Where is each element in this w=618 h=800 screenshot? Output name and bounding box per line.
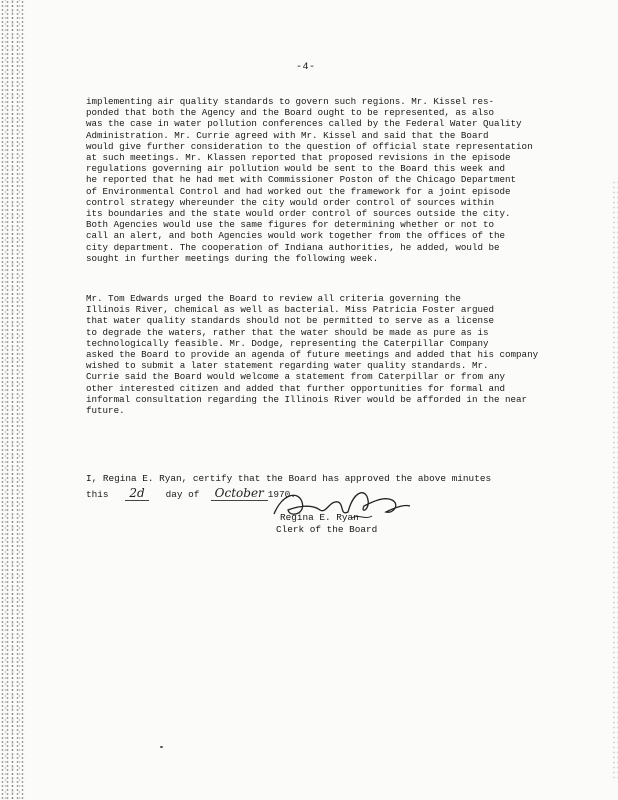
- text-line: Both Agencies would use the same figures for determining whether or not to: [86, 219, 494, 231]
- paragraph-illinois-river: [86, 293, 546, 416]
- text-line: call an alert, and both Agencies would work together from the offices of the: [86, 230, 506, 242]
- text-line: at such meetings. Mr. Klassen reported that proposed revisions in the episode: [86, 152, 511, 164]
- text-line: wished to submit a later statement regarding water quality standards. Mr.: [86, 360, 489, 372]
- text-line: was the case in water pollution conferences called by the Federal Water Quality: [86, 118, 522, 130]
- scan-speck: [160, 746, 163, 748]
- scan-edge-noise-right: [612, 180, 618, 780]
- text-line: to degrade the waters, rather that the water should be made as pure as is: [86, 326, 489, 338]
- text-line: ponded that both the Agency and the Board ought to be represented, as also: [86, 107, 494, 119]
- text-line: would give further consideration to the question of official state representation: [86, 140, 533, 152]
- text-line: he reported that he had met with Commissioner Poston of the Chicago Department: [86, 174, 517, 186]
- handwritten-month: October: [211, 486, 268, 501]
- certification-statement: I, Regina E. Ryan, certify that the Board has approved the above minutes: [86, 473, 492, 484]
- text-line: city department. The cooperation of Indiana authorities, he added, would be: [86, 241, 500, 253]
- text-line: Administration. Mr. Currie agreed with Mr. Kissel and said that the Board: [86, 129, 489, 141]
- text-line: its boundaries and the state would order control of sources outside the city.: [86, 208, 511, 220]
- year: 1970.: [267, 489, 296, 500]
- text-line: sought in further meetings during the following week.: [86, 252, 379, 264]
- paragraph-air-quality: [86, 96, 546, 264]
- this-label: this: [86, 489, 109, 500]
- text-line: control strategy whereunder the city would order control of sources within: [86, 196, 494, 208]
- text-line: regulations governing air pollution would be sent to the Board this week and: [86, 163, 506, 175]
- signatory-name: Regina E. Ryan: [280, 512, 359, 523]
- handwritten-day: 2d: [125, 486, 148, 501]
- page-number: -4-: [296, 62, 316, 73]
- text-line: asked the Board to provide an agenda of future meetings and added that his company: [86, 349, 539, 361]
- text-line: future.: [86, 405, 125, 417]
- text-line: Currie said the Board would welcome a statement from Caterpillar or from any: [86, 371, 506, 383]
- text-line: Illinois River, chemical as well as bacterial. Miss Patricia Foster argued: [86, 304, 494, 316]
- scan-edge-noise: [0, 0, 26, 800]
- text-line: that water quality standards should not be permitted to serve as a license: [86, 315, 494, 327]
- text-line: informal consultation regarding the Illinois River would be afforded in the near: [86, 393, 528, 405]
- text-line: of Environmental Control and had worked out the framework for a joint episode: [86, 185, 511, 197]
- certification-date-line: [86, 486, 296, 501]
- text-line: other interested citizen and added that further opportunities for formal and: [86, 382, 506, 394]
- text-line: Mr. Tom Edwards urged the Board to review all criteria governing the: [86, 293, 461, 304]
- text-line: implementing air quality standards to govern such regions. Mr. Kissel res-: [86, 96, 494, 107]
- signatory-title: Clerk of the Board: [276, 524, 378, 535]
- day-of-label: day of: [165, 489, 200, 500]
- text-line: technologically feasible. Mr. Dodge, representing the Caterpillar Company: [86, 337, 489, 349]
